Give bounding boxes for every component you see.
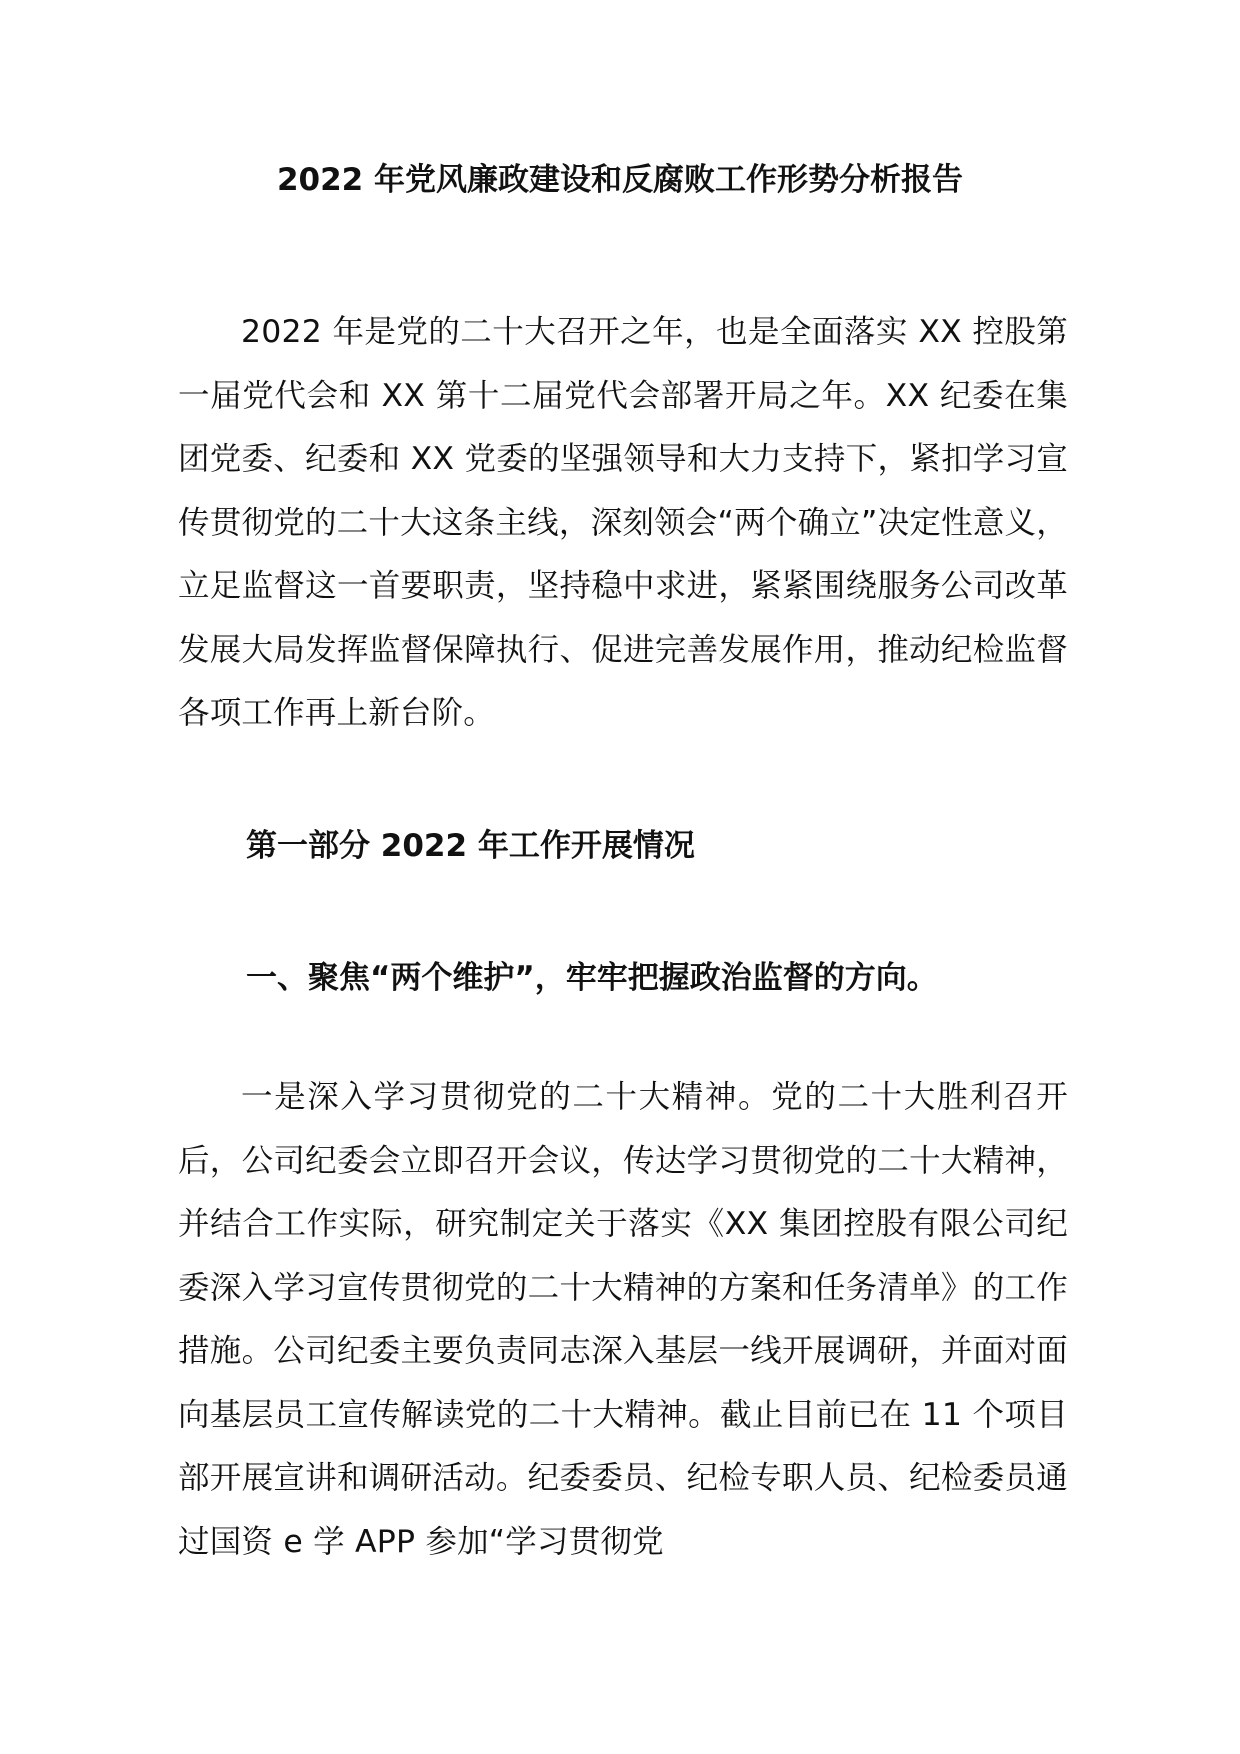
document-title: 2022 年党风廉政建设和反腐败工作形势分析报告 xyxy=(276,162,964,198)
intro-paragraph: 2022 年是党的二十大召开之年，也是全面落实 XX 控股第一届党代会和 XX 第十二届党代会部署开局之年。XX 纪委在集团党委、纪委和 XX 党委的坚强领导和大力支持下，紧扣学习宣传贯彻党的二十大这条主线，深刻领会“两个确立”决定性意义，立足监督这一首要职责，坚持稳中求进，紧紧围绕服务公司改革发展大局发挥监督保障执行、促进完善发展作用，推动纪检监督各项工作再上新台阶。 xyxy=(178,314,1068,731)
section-heading: 一、聚焦“两个维护”，牢牢把握政治监督的方向。 xyxy=(246,960,938,996)
part-heading: 第一部分 2022 年工作开展情况 xyxy=(246,828,695,864)
body-paragraph: 一是深入学习贯彻党的二十大精神。党的二十大胜利召开后，公司纪委会立即召开会议，传达学习贯彻党的二十大精神，并结合工作实际，研究制定关于落实《XX 集团控股有限公司纪委深入学习宣传贯彻党的二十大精神的方案和任务清单》的工作措施。公司纪委主要负责同志深入基层一线开展调研，并面对面向基层员工宣传解读党的二十大精神。截止目前已在 11 个项目部开展宣讲和调研活动。纪委委员、纪检专职人员、纪检委员通过国资 e 学 APP 参加“学习贯彻党 xyxy=(178,1079,1068,1560)
